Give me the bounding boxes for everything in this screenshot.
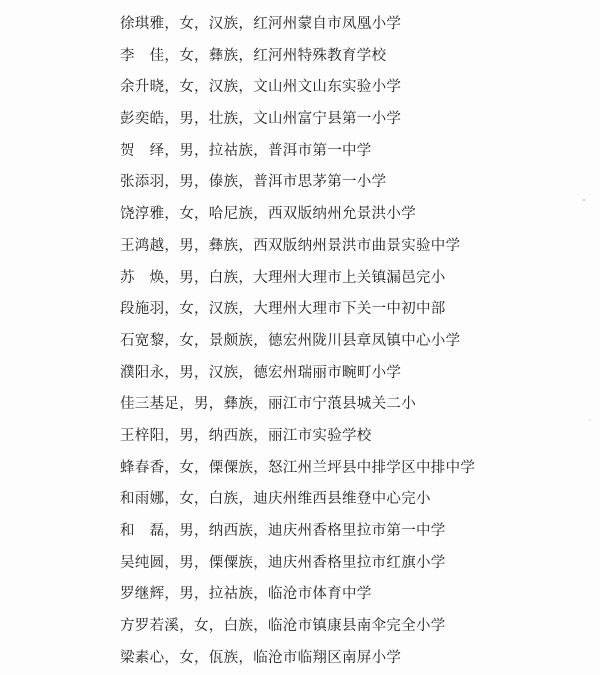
list-item: 佳三基足，男，彝族，丽江市宁蒗县城关二小 [120,396,416,413]
list-item: 石宽黎，女，景颇族，德宏州陇川县章凤镇中心小学 [120,332,461,349]
list-item: 王鸿越，男，彝族，西双版纳州景洪市曲景实验中学 [120,237,461,254]
scan-speck [583,199,585,201]
list-item: 余升晓，女，汉族，文山州文山东实验小学 [120,79,402,96]
scan-speck [589,419,590,420]
list-item: 段施羽，女，汉族，大理州大理市下关一中初中部 [120,301,446,318]
list-item: 彭奕皓，男，壮族，文山州富宁县第一小学 [120,111,402,128]
list-item: 梁素心，女，佤族，临沧市临翔区南屏小学 [120,649,402,666]
list-item: 吴纯圆，男，傈僳族，迪庆州香格里拉市红旗小学 [120,554,446,571]
list-item: 和雨娜，女，白族，迪庆州维西县维登中心完小 [120,491,431,508]
list-item: 贺 绎，男，拉祜族，普洱市第一中学 [120,142,372,159]
list-item: 李 佳，女，彝族，红河州特殊教育学校 [120,47,387,64]
list-item: 濮阳永，男，汉族，德宏州瑞丽市畹町小学 [120,364,402,381]
list-item: 方罗若溪，女，白族，临沧市镇康县南伞完全小学 [120,618,446,635]
list-item: 王梓阳，男，纳西族，丽江市实验学校 [120,427,372,444]
list-item: 和 磊，男，纳西族，迪庆州香格里拉市第一中学 [120,523,446,539]
list-item: 徐琪雅，女，汉族，红河州蒙自市凤凰小学 [120,16,402,32]
list-item: 蜂春香，女，傈僳族，怒江州兰坪县中排学区中排中学 [120,459,476,476]
student-list [120,9,475,674]
list-item: 苏 焕，男，白族，大理州大理市上关镇漏邑完小 [120,269,446,286]
list-item: 罗继辉，男，拉祜族，临沧市体育中学 [120,586,372,603]
list-item: 张添羽，男，傣族，普洱市思茅第一小学 [120,174,387,191]
list-item: 饶淳雅，女，哈尼族，西双版纳州允景洪小学 [120,206,416,223]
